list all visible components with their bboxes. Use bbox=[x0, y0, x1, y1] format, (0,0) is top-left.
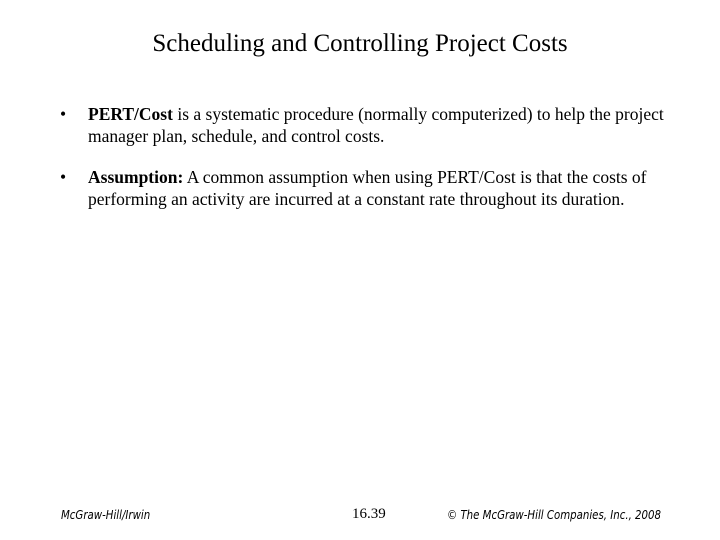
footer-copyright: © The McGraw-Hill Companies, Inc., 2008 bbox=[447, 508, 662, 522]
bullet-icon: • bbox=[60, 167, 67, 187]
slide-title: Scheduling and Controlling Project Costs bbox=[152, 30, 568, 57]
bullet-term: Assumption: bbox=[88, 167, 184, 187]
bullet-term: PERT/Cost bbox=[88, 104, 173, 124]
bullet-text: is a systematic procedure (normally computerized) to help the project manager plan, schedule, and control costs. bbox=[88, 104, 664, 146]
bullet-icon: • bbox=[60, 104, 67, 124]
bullet-text: A common assumption when using PERT/Cost is that the costs of performing an activity are incurred at a constant rate throughout its duration. bbox=[88, 167, 647, 209]
footer-publisher: McGraw-Hill/Irwin bbox=[61, 508, 151, 522]
page-number: 16.39 bbox=[352, 506, 386, 522]
